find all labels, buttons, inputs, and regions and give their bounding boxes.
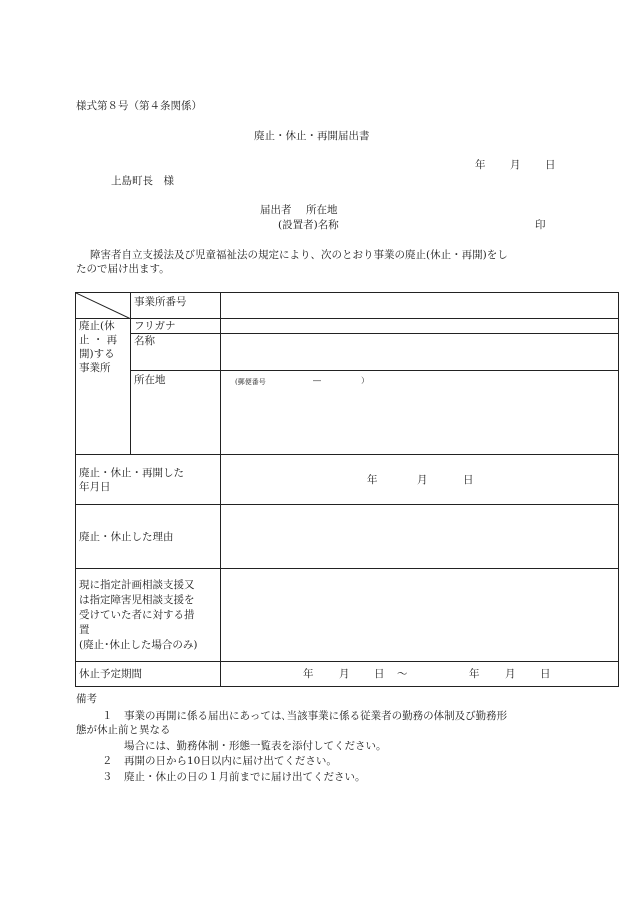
postal-label: (郵便番号: [235, 378, 266, 386]
intro-line-2: たので届け出ます。: [76, 263, 170, 275]
address-label: 所在地: [131, 371, 221, 455]
period-year-1: 年: [303, 668, 314, 680]
office-number-label: 事業所番号: [131, 293, 221, 319]
office-group-label: [76, 319, 131, 455]
notification-table: [75, 292, 619, 687]
period-day-1: 日: [374, 668, 385, 680]
group-label-line: 事業所: [79, 362, 111, 374]
period-month-2: 月: [505, 668, 516, 680]
date-field[interactable]: [221, 455, 619, 505]
period-day-2: 日: [540, 668, 551, 680]
note-1-number: １: [102, 710, 113, 722]
reason-label: 廃止・休止した理由: [76, 505, 221, 569]
notifier-label: 届出者: [260, 204, 292, 216]
postal-close: ）: [361, 376, 369, 385]
measures-line: 現に指定計画相談支援又: [79, 578, 195, 591]
group-label-line: 止 ・ 再: [79, 334, 118, 346]
group-label-line: 廃止(休: [79, 320, 115, 332]
date-label-line: 廃止・休止・再開した: [79, 466, 184, 479]
period-tilde: ～: [397, 668, 408, 680]
note-1-line-2: 態が休止前と異なる: [76, 724, 171, 736]
group-label-line: 開)する: [79, 348, 115, 360]
date-day: 日: [545, 159, 556, 171]
date-label: [76, 455, 221, 505]
page-title: 廃止・休止・再開届出書: [254, 130, 370, 142]
name-label: 名称: [131, 334, 221, 371]
date-month-label: 月: [417, 474, 428, 486]
measures-line: (廃止･休止した場合のみ): [79, 638, 198, 651]
note-2-number: ２: [102, 755, 113, 767]
notifier-name-label: (設置者)名称: [278, 219, 339, 231]
diagonal-header-cell: [76, 293, 131, 319]
date-year-label: 年: [367, 474, 378, 486]
furigana-field[interactable]: [221, 319, 619, 334]
reason-field[interactable]: [221, 505, 619, 569]
name-field[interactable]: [221, 334, 619, 371]
period-year-2: 年: [469, 668, 480, 680]
office-number-field[interactable]: [221, 293, 619, 319]
seal-mark: 印: [535, 219, 546, 231]
note-3-text: 廃止・休止の日の１月前までに届け出てください。: [124, 771, 366, 783]
date-day-label: 日: [463, 474, 474, 486]
period-field[interactable]: [221, 662, 619, 687]
note-1-line-1: 事業の再開に係る届出にあっては､当該事業に係る従業者の勤務の体制及び勤務形: [124, 710, 508, 722]
date-month: 月: [510, 159, 521, 171]
measures-line: 置: [79, 623, 90, 636]
furigana-label: フリガナ: [131, 319, 221, 334]
date-year: 年: [475, 159, 486, 171]
postal-dash: ―: [313, 376, 321, 385]
note-1-line-3: 場合には、勤務体制・形態一覧表を添付してください。: [124, 740, 387, 752]
measures-line: 受けていた者に対する措: [79, 608, 195, 621]
notifier-address-label: 所在地: [306, 204, 338, 216]
note-2-text: 再開の日から10日以内に届け出てください。: [124, 755, 337, 767]
measures-line: は指定障害児相談支援を: [79, 593, 195, 606]
period-month-1: 月: [339, 668, 350, 680]
addressee: 上島町長 様: [111, 175, 174, 187]
notes-heading: 備考: [76, 693, 97, 705]
form-number: 様式第８号（第４条関係）: [76, 100, 202, 112]
measures-field[interactable]: [221, 569, 619, 662]
note-3-number: ３: [102, 771, 113, 783]
measures-label: [76, 569, 221, 662]
date-label-line: 年月日: [79, 480, 111, 493]
intro-line-1: 障害者自立支援法及び児童福祉法の規定により、次のとおり事業の廃止(休止・再開)をし: [90, 249, 508, 261]
diagonal-line: [76, 293, 131, 319]
period-label: 休止予定期間: [76, 662, 221, 687]
address-field[interactable]: [221, 371, 619, 455]
